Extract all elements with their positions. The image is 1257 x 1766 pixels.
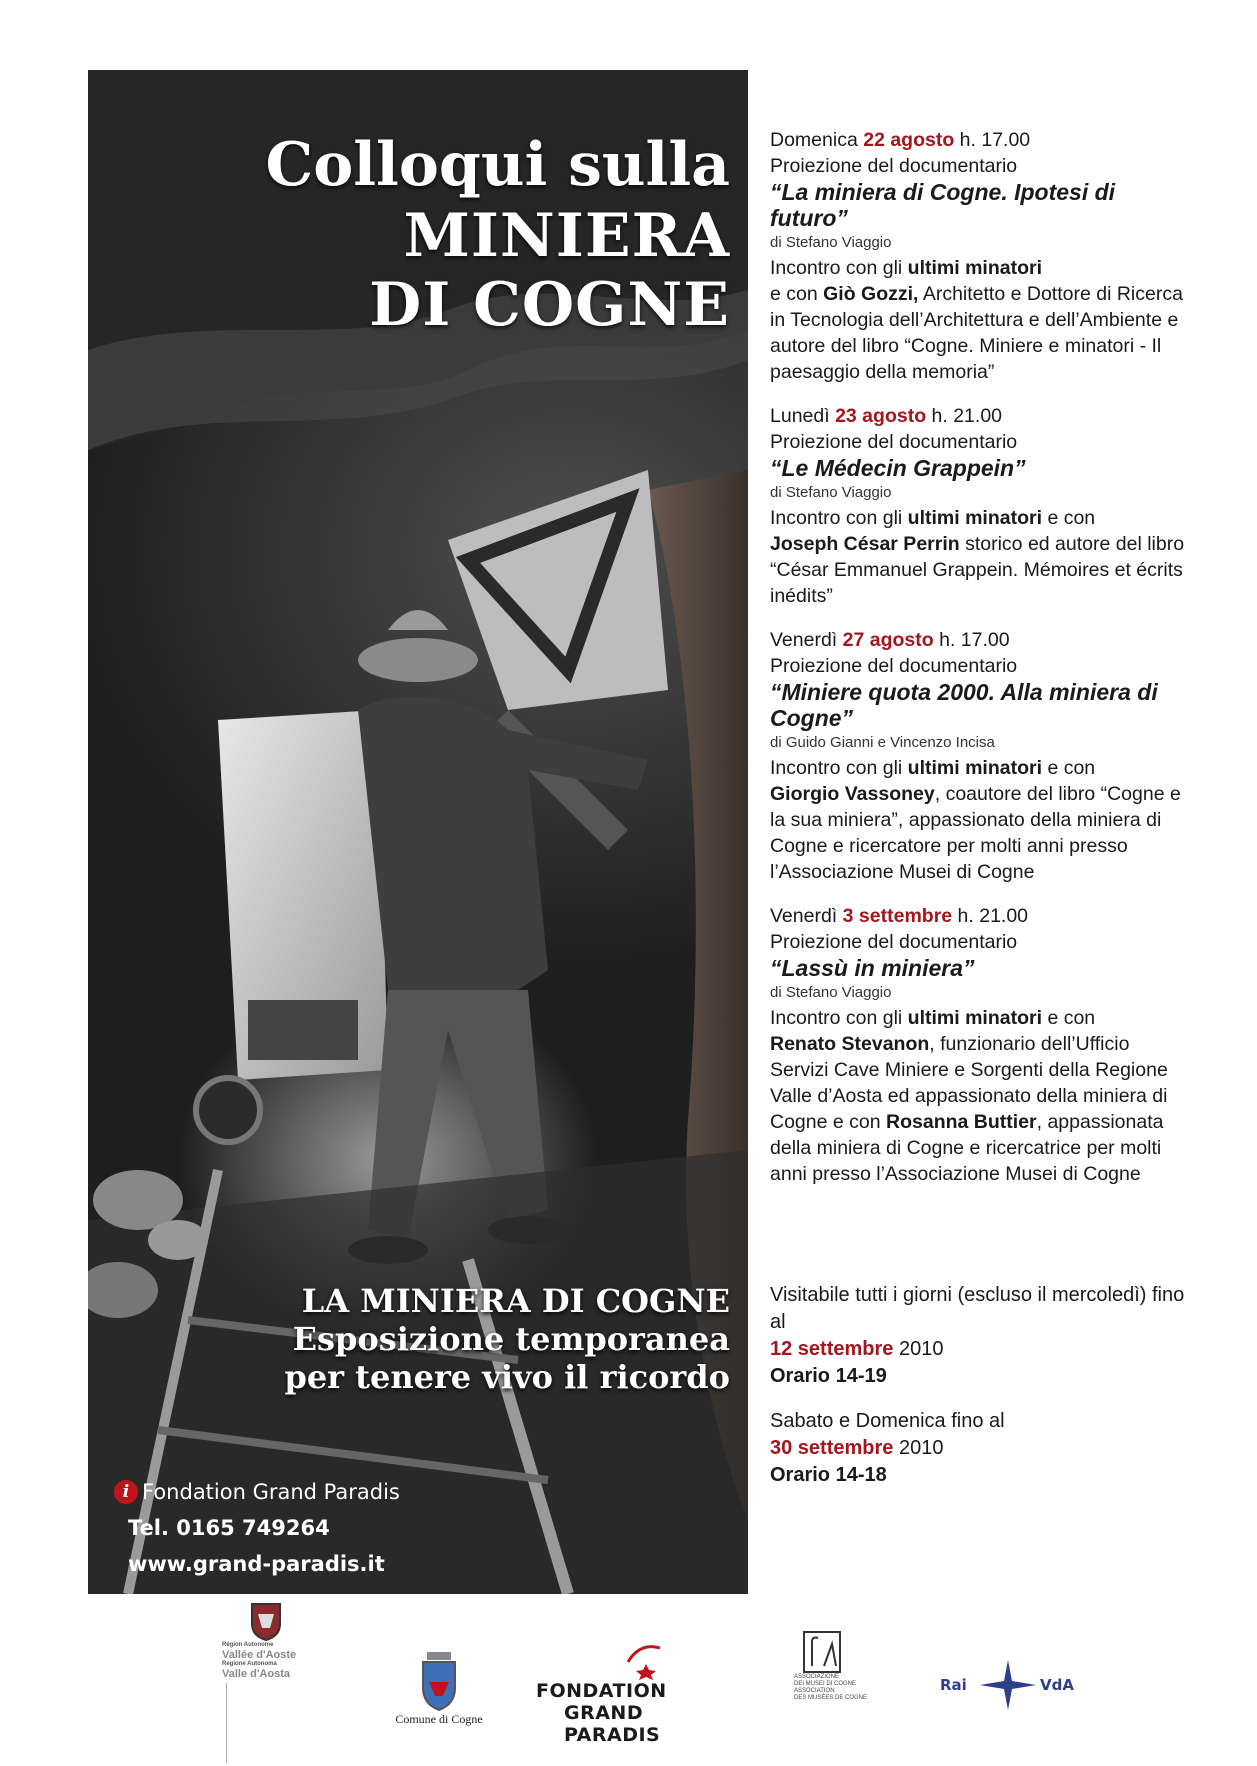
guest-description: , coautore del libro “Cogne e la sua miniera”, appassionato della miniera di Cogne e ricercatore per molti anni presso l’Associazione Musei di Cogne	[770, 783, 1181, 883]
guest-name: Giò Gozzi,	[823, 283, 919, 305]
event-3	[770, 627, 1190, 885]
event-time: h. 21.00	[957, 905, 1029, 927]
meet-highlight: ultimi minatori	[907, 257, 1043, 279]
weekend-hours: Orario 14-18	[770, 1464, 887, 1486]
rai-star-icon	[978, 1660, 1038, 1710]
event-time: h. 21.00	[931, 405, 1003, 427]
contact-website[interactable]: www.grand-paradis.it	[128, 1552, 385, 1576]
event-1	[770, 127, 1190, 385]
documentary-title: “La miniera di Cogne. Ipotesi di futuro”	[770, 179, 1116, 231]
documentary-author: di Stefano Viaggio	[770, 234, 892, 251]
event-day: Domenica	[770, 129, 858, 151]
expo-line-2: Esposizione temporanea	[292, 1320, 730, 1358]
weekday-year: 2010	[898, 1338, 944, 1360]
documentary-author: di Guido Gianni e Vincenzo Incisa	[770, 734, 995, 751]
event-projection: Proiezione del documentario	[770, 155, 1018, 177]
contact-org: Fondation Grand Paradis	[142, 1480, 400, 1504]
fgp-star-icon	[620, 1640, 670, 1680]
weekend-year: 2010	[898, 1437, 944, 1459]
musei-line-2: DEI MUSEI DI COGNE	[794, 1681, 857, 1687]
weekend-until: 30 settembre	[770, 1437, 894, 1459]
meet-prefix: Incontro con gli	[770, 1007, 903, 1029]
contact-phone: Tel. 0165 749264	[128, 1516, 330, 1540]
fgp-line-1: FONDATION	[536, 1680, 667, 1702]
musei-line-1: ASSOCIAZIONE	[794, 1674, 840, 1680]
documentary-title: “Miniere quota 2000. Alla miniera di Cogne”	[770, 679, 1158, 731]
vda-label: VdA	[1040, 1676, 1074, 1694]
weekday-visits	[770, 1282, 1190, 1390]
miner-photo	[88, 70, 748, 1594]
title-line-3: DI COGNE	[369, 270, 730, 340]
fgp-logo	[534, 1640, 744, 1746]
documentary-author: di Stefano Viaggio	[770, 984, 892, 1001]
guest-prefix: e con	[1047, 1007, 1096, 1029]
guest-name: Joseph César Perrin	[770, 533, 960, 555]
title-line-2: MINIERA	[403, 201, 730, 271]
comune-label: Comune di Cogne	[395, 1712, 483, 1726]
event-day: Lunedì	[770, 405, 830, 427]
weekday-hours: Orario 14-19	[770, 1365, 887, 1387]
guest-name: Renato Stevanon	[770, 1033, 930, 1055]
weekend-text: Sabato e Domenica fino al	[770, 1410, 1005, 1432]
musei-emblem-icon	[802, 1630, 842, 1674]
fgp-line-2: GRAND PARADIS	[564, 1702, 661, 1746]
musei-line-3: ASSOCIATION	[794, 1688, 835, 1694]
event-2	[770, 403, 1190, 609]
event-day: Venerdì	[770, 905, 838, 927]
documentary-title: “Le Médecin Grappein”	[770, 455, 1026, 481]
contact-info	[122, 1474, 400, 1582]
guest2-name: Rosanna Buttier	[886, 1111, 1037, 1133]
meet-prefix: Incontro con gli	[770, 507, 903, 529]
event-date: 22 agosto	[863, 129, 955, 151]
event-date: 3 settembre	[842, 905, 953, 927]
musei-logo	[794, 1630, 904, 1702]
event-projection: Proiezione del documentario	[770, 931, 1018, 953]
region-logo	[222, 1600, 312, 1763]
rai-label: Rai	[940, 1676, 967, 1694]
expo-line-1: LA MINIERA DI COGNE	[301, 1282, 730, 1320]
comune-logo	[384, 1652, 494, 1727]
meet-highlight: ultimi minatori	[907, 757, 1043, 779]
exhibition-heading	[284, 1282, 730, 1396]
weekend-visits	[770, 1408, 1190, 1489]
expo-line-3: per tenere vivo il ricordo	[284, 1358, 730, 1396]
meet-highlight: ultimi minatori	[907, 1007, 1043, 1029]
guest-prefix: e con	[1047, 757, 1096, 779]
rai-vda-logo	[940, 1660, 1090, 1710]
visiting-hours	[770, 1282, 1190, 1507]
guest-description: Architetto e Dottore di Ricerca in Tecnologia dell’Architettura e dell’Ambiente e autore del libro “Cogne. Miniere e minatori - Il paesaggio della memoria”	[770, 283, 1183, 383]
weekday-text: Visitabile tutti i giorni (escluso il mercoledì) fino al	[770, 1284, 1185, 1333]
region-name-1: Région Autonome	[222, 1642, 274, 1648]
comune-crest-icon	[417, 1652, 461, 1712]
event-time: h. 17.00	[959, 129, 1031, 151]
guest-prefix: e con	[770, 283, 818, 305]
event-time: h. 17.00	[939, 629, 1010, 651]
guest-description: , funzionario dell’Ufficio Servizi Cave Miniere e Sorgenti della Regione Valle d’Aosta ed appassionato della miniera di Cogne e con	[770, 1033, 1168, 1133]
documentary-title: “Lassù in miniera”	[770, 955, 975, 981]
region-name-4: Valle d'Aosta	[222, 1668, 291, 1680]
sponsor-logos	[0, 1600, 1257, 1766]
guest2-description: , appassionata della miniera di Cogne e ricercatrice per molti anni presso l’Associazione Musei di Cogne	[770, 1111, 1164, 1185]
event-day: Venerdì	[770, 629, 838, 651]
guest-name: Giorgio Vassoney	[770, 783, 935, 805]
region-name-3: Regione Autonoma	[222, 1661, 277, 1667]
title-line-1: Colloqui sulla	[265, 130, 730, 200]
event-date: 23 agosto	[835, 405, 927, 427]
meet-highlight: ultimi minatori	[907, 507, 1043, 529]
poster-title	[265, 130, 730, 338]
guest-prefix: e con	[1047, 507, 1096, 529]
weekday-until: 12 settembre	[770, 1338, 894, 1360]
info-icon: i	[114, 1480, 138, 1504]
event-projection: Proiezione del documentario	[770, 431, 1018, 453]
meet-prefix: Incontro con gli	[770, 757, 903, 779]
meet-prefix: Incontro con gli	[770, 257, 903, 279]
event-4	[770, 903, 1190, 1187]
event-date: 27 agosto	[842, 629, 934, 651]
event-list	[770, 127, 1190, 1205]
musei-line-4: DES MUSÉES DE COGNE	[794, 1695, 868, 1701]
guest-description: storico ed autore del libro “César Emmanuel Grappein. Mémoires et écrits inédits”	[770, 533, 1185, 607]
documentary-author: di Stefano Viaggio	[770, 484, 892, 501]
event-projection: Proiezione del documentario	[770, 655, 1018, 677]
region-name-2: Vallée d'Aoste	[222, 1649, 297, 1661]
region-crest-icon	[248, 1600, 284, 1642]
